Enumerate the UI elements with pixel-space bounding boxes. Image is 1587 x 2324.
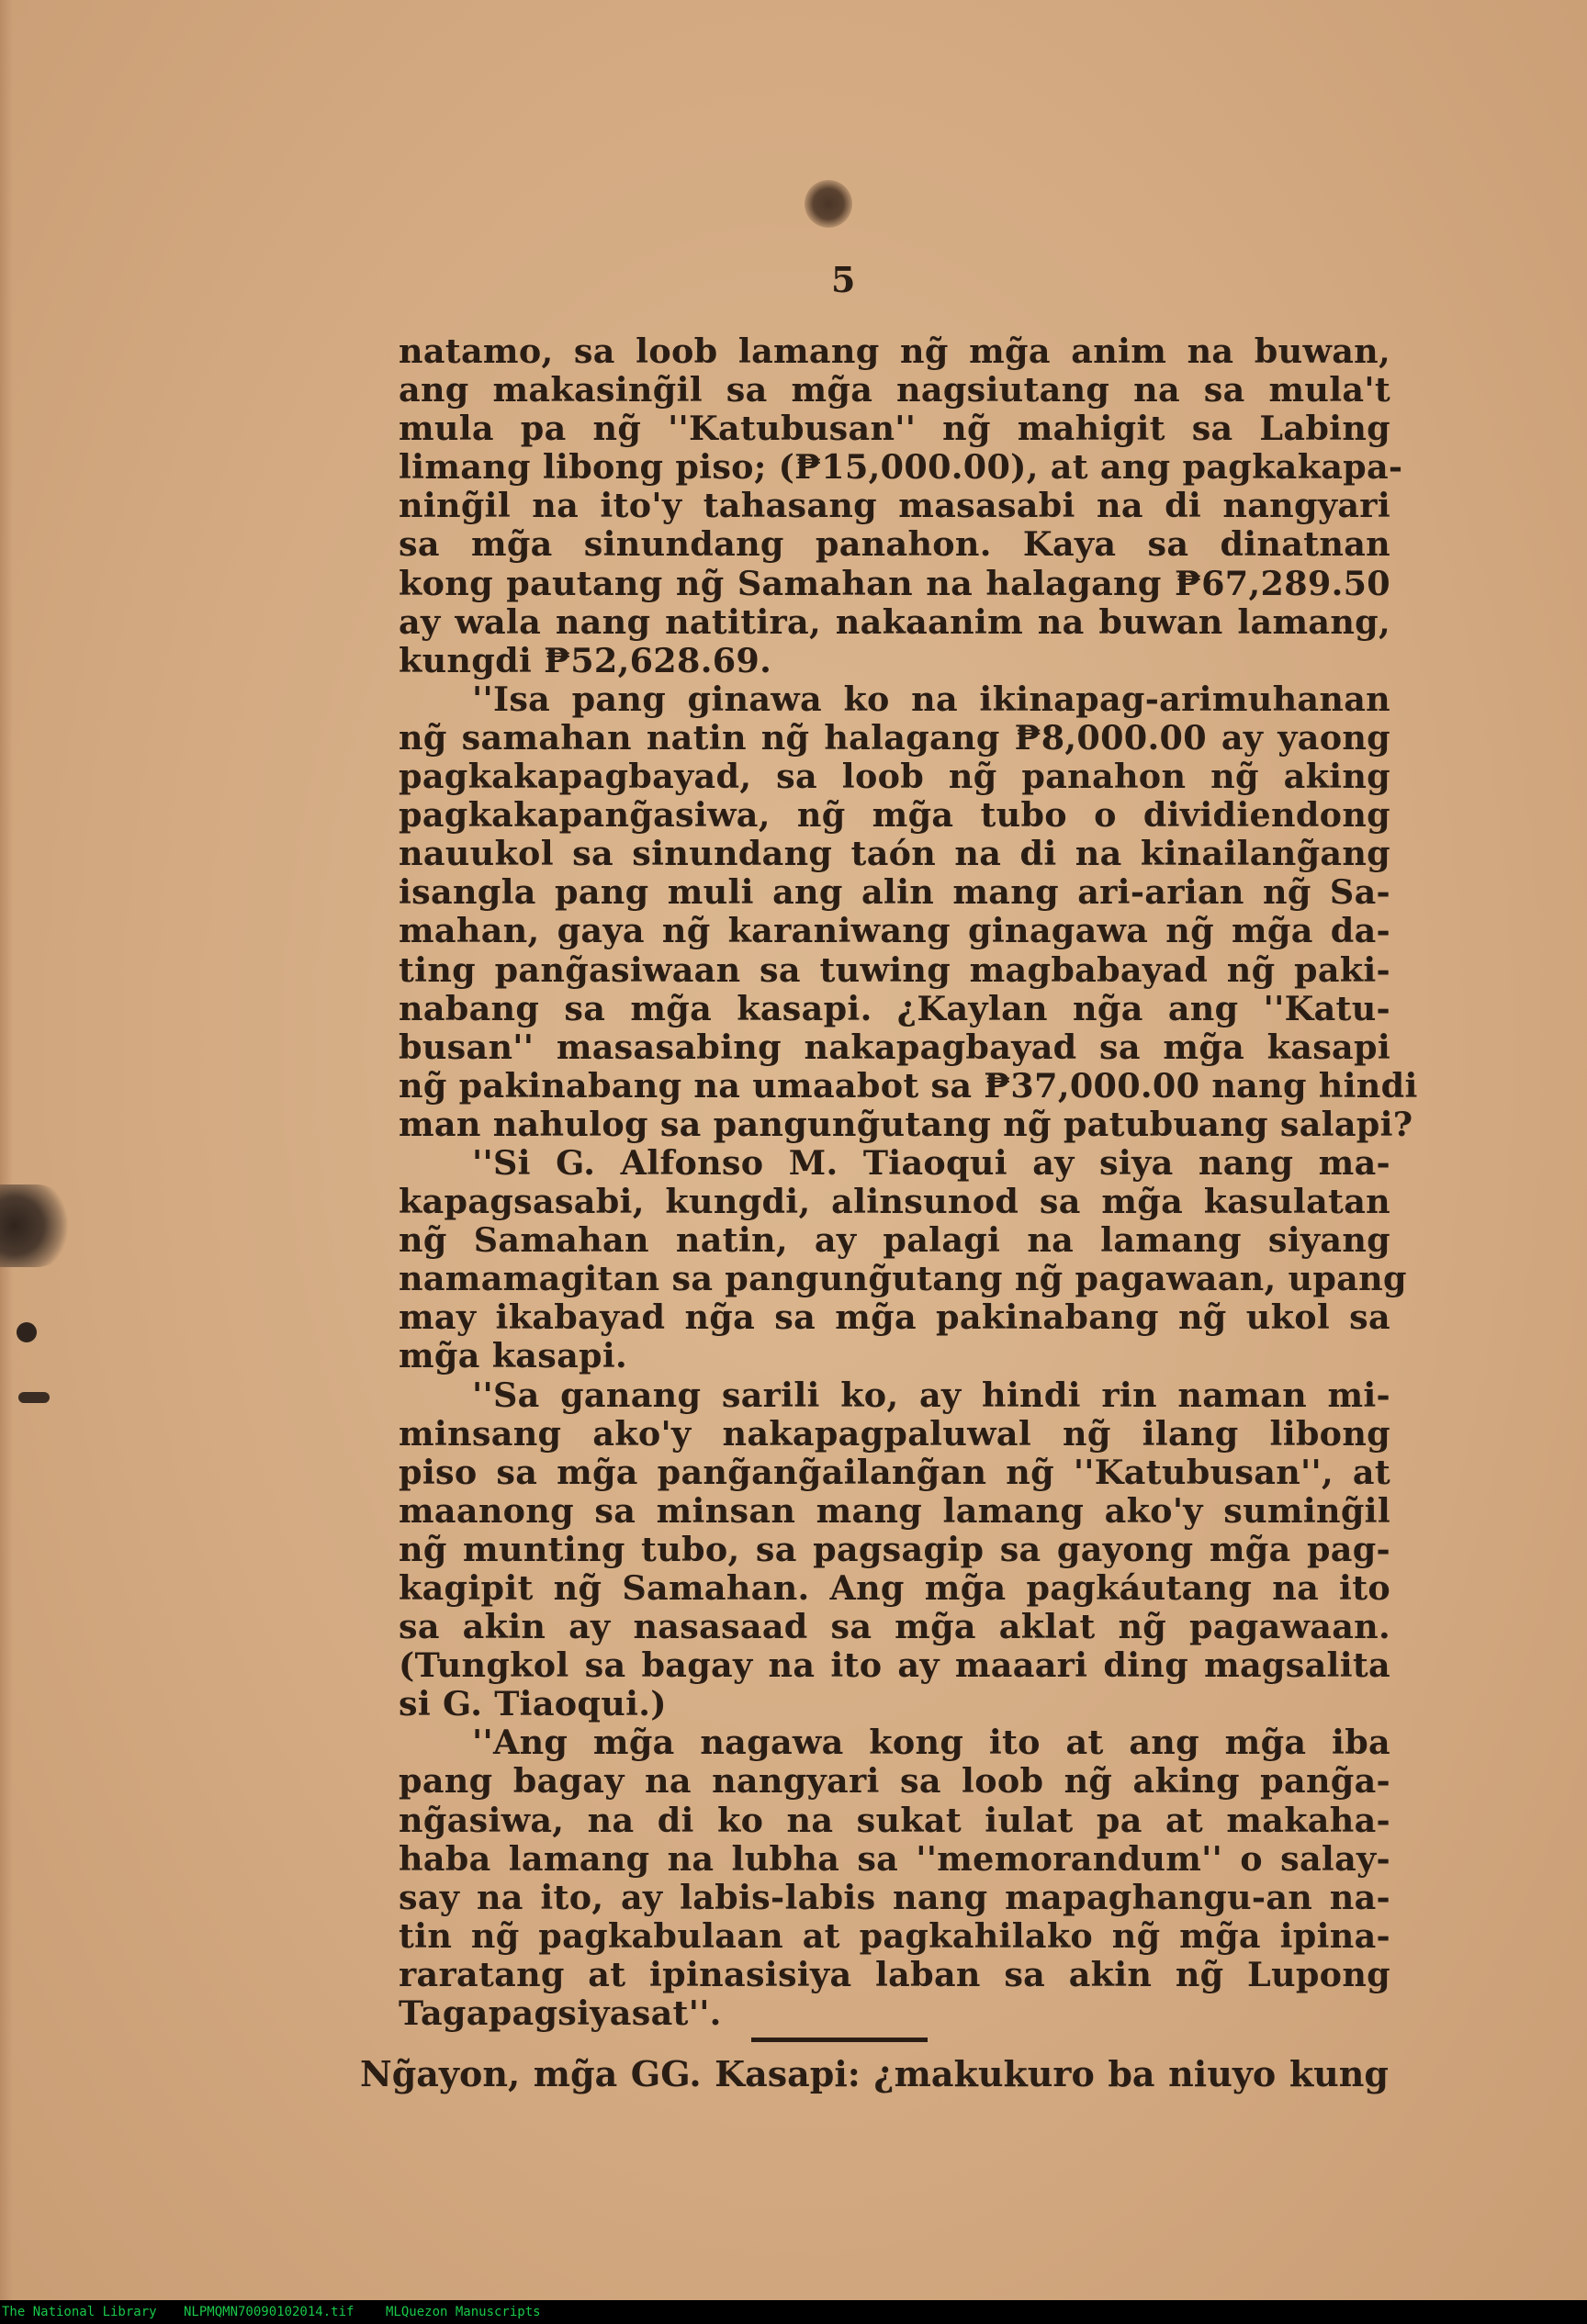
text-line: pagkakapang̃asiwa, ng̃ mg̃a tubo o dividiendong bbox=[399, 795, 1390, 836]
text-line: ng̃ munting tubo, sa pagsagip sa gayong mg̃a pag- bbox=[399, 1529, 1390, 1569]
text-line: man nahulog sa pangung̃utang ng̃ patubuang salapi? bbox=[399, 1104, 1413, 1144]
text-line: maanong sa minsan mang lamang ako'y suming̃il bbox=[399, 1490, 1390, 1531]
text-line: si G. Tiaoqui.) bbox=[399, 1684, 667, 1724]
text-line: kagipit ng̃ Samahan. Ang mg̃a pagkáutang na ito bbox=[399, 1568, 1390, 1608]
text-line: ang makasing̃il sa mg̃a nagsiutang na sa mula't bbox=[399, 370, 1390, 410]
text-line: nabang sa mg̃a kasapi. ¿Kaylan ng̃a ang ''Katu- bbox=[399, 988, 1390, 1028]
ink-mark bbox=[18, 1392, 50, 1403]
page-number: 5 bbox=[831, 259, 856, 300]
footer-library: The National Library bbox=[2, 2305, 157, 2319]
text-line: kungdi ₱52,628.69. bbox=[399, 640, 772, 680]
text-line: ng̃ pakinabang na umaabot sa ₱37,000.00 nang hindi bbox=[399, 1065, 1418, 1106]
text-line: ng̃ Samahan natin, ay palagi na lamang siyang bbox=[399, 1220, 1390, 1261]
text-line: isangla pang muli ang alin mang ari-arian ng̃ Sa- bbox=[399, 872, 1390, 913]
text-line: Tagapagsiyasat''. bbox=[399, 1993, 722, 2034]
text-line: may ikabayad ng̃a sa mg̃a pakinabang ng̃ ukol sa bbox=[399, 1297, 1390, 1338]
text-line: sa mg̃a sinundang panahon. Kaya sa dinatnan bbox=[399, 524, 1390, 565]
scan-footer-bar bbox=[0, 2300, 1587, 2324]
text-line: (Tungkol sa bagay na ito ay maaari ding magsalita bbox=[399, 1645, 1390, 1686]
closing-line: Ng̃ayon, mg̃a GG. Kasapi: ¿makukuro ba niuyo kung bbox=[360, 2053, 1389, 2094]
ink-stain bbox=[0, 1184, 73, 1267]
text-line: kapagsasabi, kungdi, alinsunod sa mg̃a kasulatan bbox=[399, 1182, 1390, 1222]
text-line: ay wala nang natitira, nakaanim na buwan lamang, bbox=[399, 601, 1390, 642]
text-line: ''Isa pang ginawa ko na ikinapag-arimuhanan bbox=[472, 679, 1390, 719]
text-line: ''Ang mg̃a nagawa kong ito at ang mg̃a iba bbox=[472, 1723, 1390, 1763]
text-line: ting pang̃asiwaan sa tuwing magbabayad ng̃ paki- bbox=[399, 949, 1390, 990]
text-line: mula pa ng̃ ''Katubusan'' ng̃ mahigit sa Labing bbox=[399, 409, 1390, 449]
text-line: raratang at ipinasisiya laban sa akin ng̃ Lupong bbox=[399, 1954, 1390, 1994]
text-line: minsang ako'y nakapagpaluwal ng̃ ilang libong bbox=[399, 1413, 1390, 1454]
section-rule bbox=[751, 2038, 928, 2042]
footer-filename: NLPMQMN70090102014.tif bbox=[184, 2305, 355, 2319]
body-text bbox=[399, 331, 1418, 2034]
ink-dot bbox=[17, 1322, 37, 1342]
text-line: natamo, sa loob lamang ng̃ mg̃a anim na buwan, bbox=[399, 331, 1390, 371]
text-line: say na ito, ay labis-labis nang mapaghangu-an na- bbox=[399, 1877, 1390, 1917]
text-line: tin ng̃ pagkabulaan at pagkahilako ng̃ mg̃a ipina- bbox=[399, 1915, 1390, 1956]
text-line: mg̃a kasapi. bbox=[399, 1336, 628, 1376]
text-line: pang bagay na nangyari sa loob ng̃ aking pang̃a- bbox=[399, 1761, 1390, 1802]
text-line: ''Sa ganang sarili ko, ay hindi rin naman mi- bbox=[472, 1375, 1390, 1415]
text-line: ''Si G. Alfonso M. Tiaoqui ay siya nang ma- bbox=[472, 1142, 1390, 1183]
text-line: nauukol sa sinundang taón na di na kinailang̃ang bbox=[399, 834, 1390, 874]
text-line: namamagitan sa pangung̃utang ng̃ pagawaan, upang bbox=[399, 1259, 1407, 1299]
text-line: kong pautang ng̃ Samahan na halagang ₱67,289.50 bbox=[399, 563, 1390, 603]
text-line: piso sa mg̃a pang̃ang̃ailang̃an ng̃ ''Katubusan'', at bbox=[399, 1452, 1390, 1492]
text-line: pagkakapagbayad, sa loob ng̃ panahon ng̃ aking bbox=[399, 757, 1390, 797]
footer-collection: MLQuezon Manuscripts bbox=[386, 2305, 541, 2319]
text-line: mahan, gaya ng̃ karaniwang ginagawa ng̃ mg̃a da- bbox=[399, 911, 1390, 951]
text-line: sa akin ay nasasaad sa mg̃a aklat ng̃ pagawaan. bbox=[399, 1607, 1390, 1647]
text-line: limang libong piso; (₱15,000.00), at ang pagkakapa- bbox=[399, 447, 1403, 488]
binding-hole-mark bbox=[805, 180, 852, 228]
text-line: ng̃asiwa, na di ko na sukat iulat pa at makaha- bbox=[399, 1800, 1390, 1840]
text-line: haba lamang na lubha sa ''memorandum'' o salay- bbox=[399, 1838, 1390, 1879]
text-line: busan'' masasabing nakapagbayad sa mg̃a kasapi bbox=[399, 1027, 1390, 1067]
text-line: ng̃ samahan natin ng̃ halagang ₱8,000.00 ay yaong bbox=[399, 717, 1390, 758]
page-left-edge bbox=[0, 0, 13, 2300]
text-line: ning̃il na ito'y tahasang masasabi na di nangyari bbox=[399, 486, 1390, 526]
